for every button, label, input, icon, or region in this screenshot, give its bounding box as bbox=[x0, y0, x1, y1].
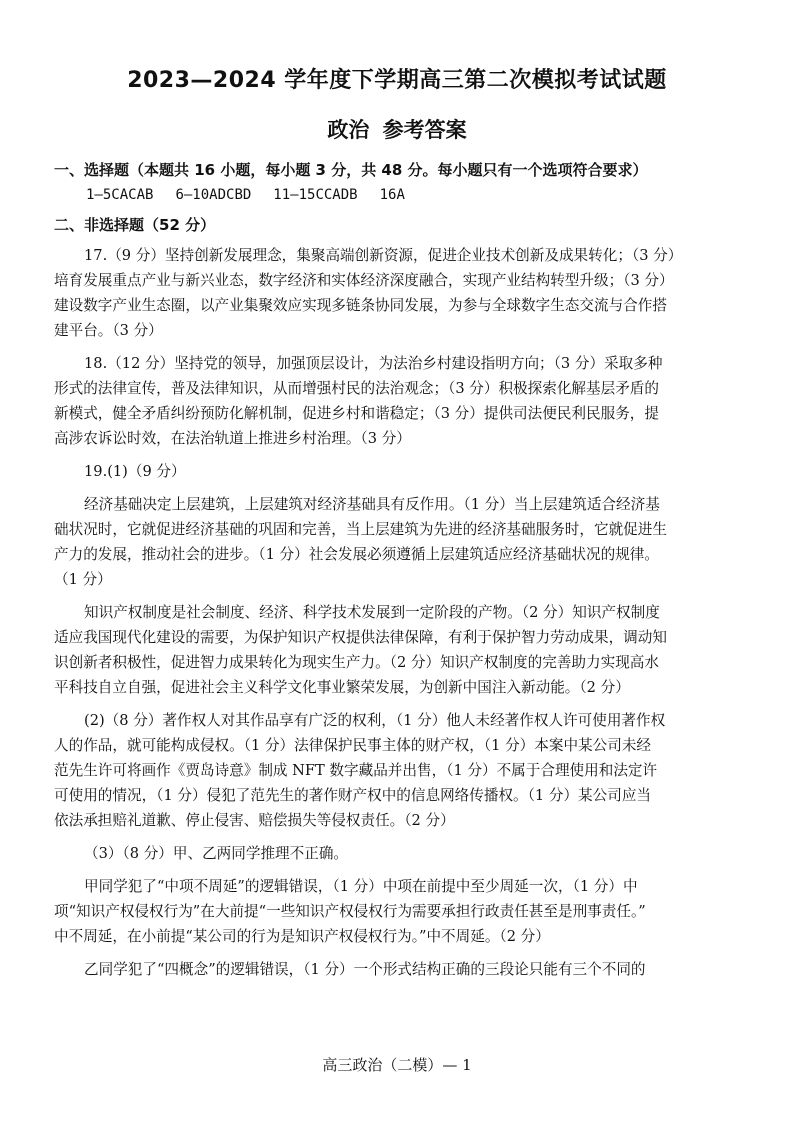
q19-2-line: 人的作品，就可能构成侵权。（1 分）法律保护民事主体的财产权，（1 分）本案中某公司未经 bbox=[54, 737, 652, 754]
q19-1-line: 识创新者积极性，促进智力成果转化为现实生产力。（2 分）知识产权制度的完善助力实现高水 bbox=[54, 654, 659, 671]
q18-line: 新模式，健全矛盾纠纷预防化解机制，促进乡村和谐稳定；（3 分）提供司法便民利民服务，提 bbox=[54, 405, 659, 422]
answer-content bbox=[54, 158, 742, 982]
answers-6-10: 6—10ADCBD bbox=[175, 187, 252, 203]
q19-3-line: 甲同学犯了“中项不周延”的逻辑错误，（1 分）中项在前提中至少周延一次，（1 分）中 bbox=[84, 878, 638, 895]
q19-1-line: 础状况时，它就促进经济基础的巩固和完善，当上层建筑为先进的经济基础服务时，它就促进生 bbox=[54, 521, 667, 538]
q17-line: 建平台。（3 分） bbox=[54, 322, 163, 339]
answers-1-5: 1—5CACAB bbox=[86, 187, 154, 203]
q19-3-line: 项“知识产权侵权行为”在大前提“一些知识产权侵权行为需要承担行政责任甚至是刑事责任。” bbox=[54, 903, 646, 920]
q19-2-line: (2)（8 分）著作权人对其作品享有广泛的权利，（1 分）他人未经著作权人许可使用著作权 bbox=[84, 712, 666, 729]
q17-line: 建设数字产业生态圈，以产业集聚效应实现多链条协同发展，为参与全球数字生态交流与合作搭 bbox=[54, 297, 667, 314]
q19-3-line: 乙同学犯了“四概念”的逻辑错误，（1 分）一个形式结构正确的三段论只能有三个不同的 bbox=[84, 961, 646, 978]
q18-line: 高涉农诉讼时效，在法治轨道上推进乡村治理。（3 分） bbox=[54, 430, 411, 447]
q19-1-line: 知识产权制度是社会制度、经济、科学技术发展到一定阶段的产物。（2 分）知识产权制度 bbox=[84, 604, 660, 621]
exam-title: 2023—2024 学年度下学期高三第二次模拟考试试题 bbox=[127, 68, 667, 93]
q19-1-line: 适应我国现代化建设的需要，为保护知识产权提供法律保障，有利于保护智力劳动成果，调动知 bbox=[54, 629, 667, 646]
q17-line: 17.（9 分）坚持创新发展理念，集聚高端创新资源，促进企业技术创新及成果转化；（3 分） bbox=[84, 247, 683, 264]
answer-16: 16A bbox=[379, 187, 405, 203]
q18-line: 形式的法律宣传，普及法律知识，从而增强村民的法治观念；（3 分）积极探索化解基层矛盾的 bbox=[54, 380, 659, 397]
q19-2-line: 可使用的情况，（1 分）侵犯了范先生的著作财产权中的信息网络传播权。（1 分）某公司应当 bbox=[54, 787, 652, 804]
section-1-heading: 一、选择题（本题共 16 小题，每小题 3 分，共 48 分。每小题只有一个选项符合要求） bbox=[54, 161, 648, 179]
q19-3-line: 中不周延，在小前提“某公司的行为是知识产权侵权行为。”中不周延。（2 分） bbox=[54, 928, 550, 945]
answers-11-15: 11—15CCADB bbox=[273, 187, 358, 203]
q19-2-line: 范先生许可将画作《贾岛诗意》制成 NFT 数字藏品并出售，（1 分）不属于合理使用和法定许 bbox=[54, 762, 658, 779]
q19-1-heading: 19.(1)（9 分） bbox=[84, 463, 186, 480]
q19-1-line: 平科技自立自强，促进社会主义科学文化事业繁荣发展，为创新中国注入新动能。（2 分） bbox=[54, 679, 630, 696]
q19-2-line: 依法承担赔礼道歉、停止侵害、赔偿损失等侵权责任。（2 分） bbox=[54, 812, 455, 829]
q17-line: 培育发展重点产业与新兴业态，数字经济和实体经济深度融合，实现产业结构转型升级；（3 分） bbox=[54, 272, 674, 289]
page-footer: 高三政治（二模）— 1 bbox=[322, 1056, 472, 1074]
answer-key-subtitle: 政治 参考答案 bbox=[327, 118, 467, 142]
q19-1-line: 经济基础决定上层建筑，上层建筑对经济基础具有反作用。（1 分）当上层建筑适合经济基 bbox=[84, 496, 660, 513]
multiple-choice-answers bbox=[54, 183, 742, 208]
section-2-heading: 二、非选择题（52 分） bbox=[54, 216, 216, 234]
q19-1-line: 产力的发展，推动社会的进步。（1 分）社会发展必须遵循上层建筑适应经济基础状况的规律。 bbox=[54, 546, 659, 563]
q18-line: 18.（12 分）坚持党的领导，加强顶层设计，为法治乡村建设指明方向；（3 分）采取多种 bbox=[84, 355, 663, 372]
q19-3-heading: （3）（8 分）甲、乙两同学推理不正确。 bbox=[84, 845, 349, 862]
q19-1-line: （1 分） bbox=[54, 571, 112, 588]
